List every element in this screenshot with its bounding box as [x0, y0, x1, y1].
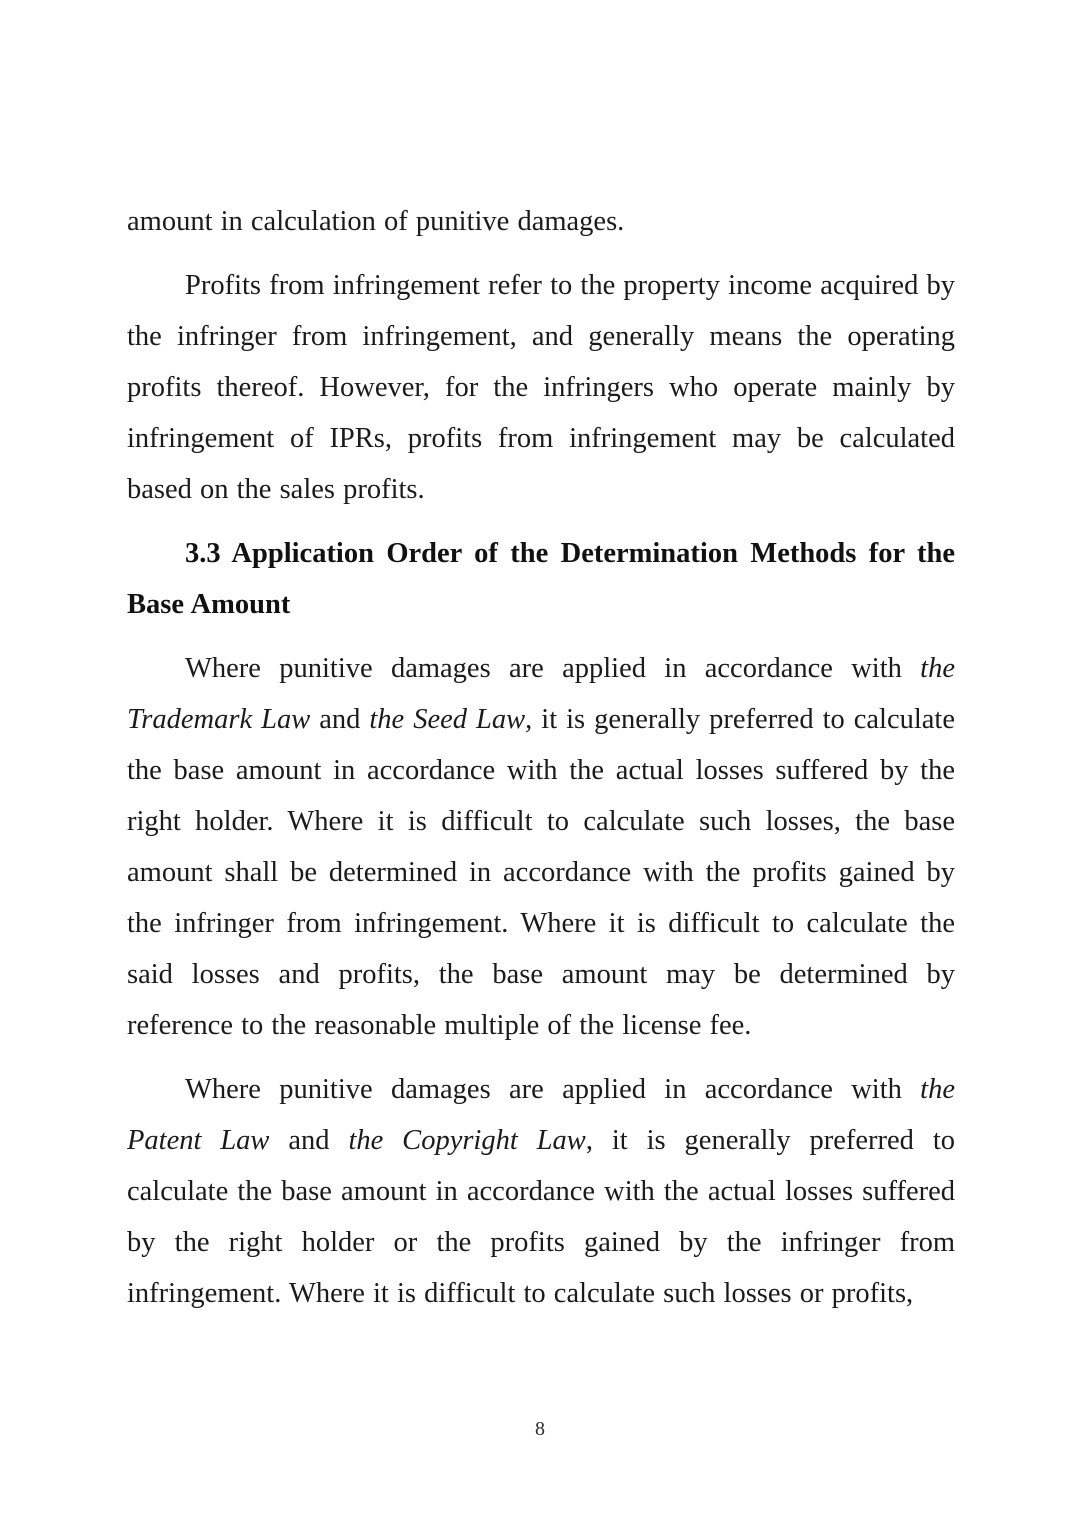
- page-footer: [0, 1419, 1080, 1440]
- law-title-patent-law: the Patent Law: [127, 1074, 955, 1156]
- page-number: 8: [535, 1418, 545, 1440]
- section-heading-3-3: 3.3 Application Order of the Determination Methods for the Base Amount: [127, 538, 955, 620]
- paragraph-profits-from-infringement: Profits from infringement refer to the property income acquired by the infringer from infringement, and generally means the operating profits thereof. However, for the infringers who operate mainly by infringement of IPRs, profits from infringement may be calculated based on the sales profits.: [127, 270, 955, 505]
- text-run: , it is generally preferred to calculate the base amount in accordance with the actual losses suffered by the right holder or the profits gained by the infringer from infringement. Where it is difficult to calculate such losses or profits,: [127, 1125, 956, 1309]
- paragraph-patent-copyright-law: [127, 1064, 955, 1319]
- text-run: and: [310, 704, 370, 735]
- law-title-seed-law: the Seed Law: [369, 704, 526, 735]
- paragraph-trademark-seed-law: [127, 643, 955, 1051]
- paragraph-continuation: amount in calculation of punitive damages.: [127, 206, 625, 237]
- text-run: , it is generally preferred to calculate the base amount in accordance with the actual losses suffered by the right holder. Where it is difficult to calculate such losses, the base amount shall be determined in accordance with the profits gained by the infringer from infringement. Where it is difficult to calculate the said losses and profits, the base amount may be determined by reference to the reasonable multiple of the license fee.: [127, 704, 956, 1041]
- text-run: and: [269, 1125, 349, 1156]
- law-title-copyright-law: the Copyright Law: [348, 1125, 586, 1156]
- text-run: Where punitive damages are applied in accordance with: [185, 653, 921, 684]
- document-content: [127, 196, 955, 1332]
- text-run: Where punitive damages are applied in accordance with: [185, 1074, 921, 1105]
- law-title-trademark-law: the Trademark Law: [127, 653, 955, 735]
